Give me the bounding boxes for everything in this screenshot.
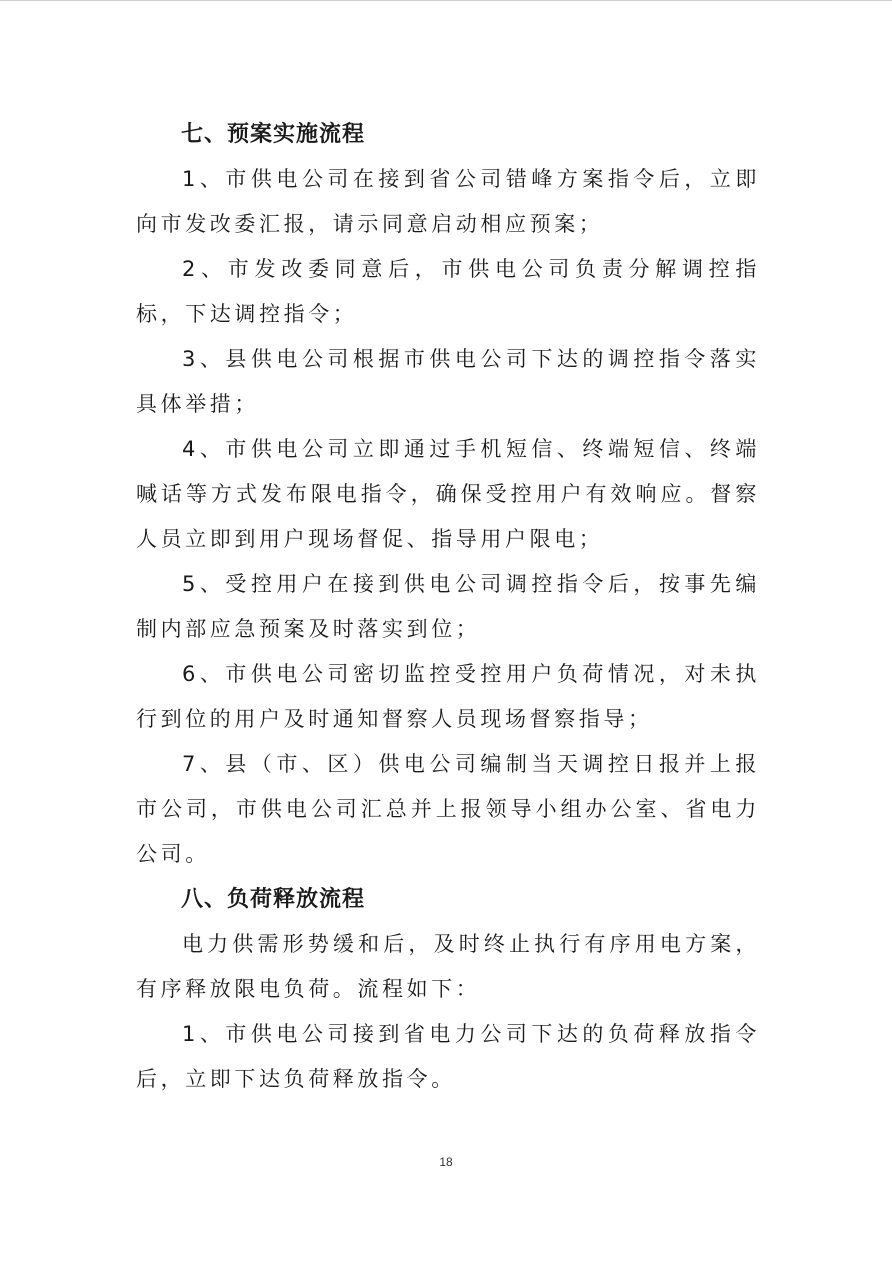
section-heading-load-release: 八、负荷释放流程 [181,887,366,912]
paragraph-step-6: 6、市供电公司密切监控受控用户负荷情况，对未执行到位的用户及时通知督察人员现场督察指导； [136,662,760,731]
section-heading-plan-implementation: 七、预案实施流程 [181,122,366,147]
paragraph-step-2: 2、市发改委同意后，市供电公司负责分解调控指标，下达调控指令； [136,257,760,326]
document-body [136,112,760,1102]
paragraph-step-4: 4、市供电公司立即通过手机短信、终端短信、终端喊话等方式发布限电指令，确保受控用户有效响应。督察人员立即到用户现场督促、指导用户限电； [136,437,760,551]
paragraph-step-5: 5、受控用户在接到供电公司调控指令后，按事先编制内部应急预案及时落实到位； [136,572,760,641]
paragraph-step-7: 7、县（市、区）供电公司编制当天调控日报并上报市公司，市供电公司汇总并上报领导小组办公室、省电力公司。 [136,752,760,866]
paragraph-step-1: 1、市供电公司在接到省公司错峰方案指令后，立即向市发改委汇报，请示同意启动相应预案； [136,167,760,236]
paragraph-release-step-1: 1、市供电公司接到省电力公司下达的负荷释放指令后，立即下达负荷释放指令。 [136,1022,760,1091]
paragraph-step-3: 3、县供电公司根据市供电公司下达的调控指令落实具体举措； [136,347,760,416]
paragraph-load-release-intro: 电力供需形势缓和后，及时终止执行有序用电方案，有序释放限电负荷。流程如下： [136,932,760,1001]
page-top-edge [0,0,892,1]
page-number: 18 [439,1155,453,1169]
